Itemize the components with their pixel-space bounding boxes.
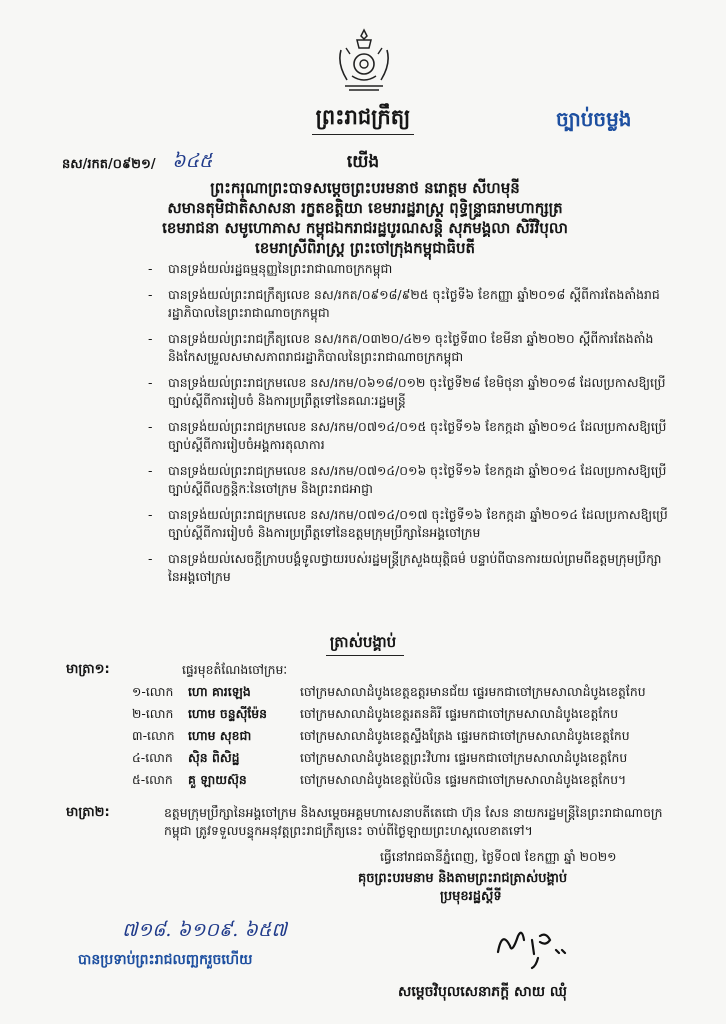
judge-name: ស៊ិន ពិសិដ្ឋ	[188, 750, 240, 765]
king-title-line: ព្រះករុណាព្រះបាទសម្តេចព្រះបរមនាថ នរោត្តម សីហមុនី	[210, 179, 520, 197]
copy-label: ច្បាប់ចម្លង	[556, 107, 632, 131]
authority-line-2: ប្រមុខរដ្ឋស្តីទី	[440, 889, 502, 904]
reference-handwritten: ៦៤៥	[172, 150, 213, 172]
recital-item: - បានទ្រង់យល់ព្រះរាជក្រឹត្យលេខ នស/រកត/០៩១៨/៩២៥ ចុះថ្ងៃទី៦ ខែកញ្ញា ឆ្នាំ២០១៨ ស្តីពីការតែងតាំងរាជរដ្ឋាភិបាលនៃព្រះរាជាណាចក្រកម្ពុជា	[148, 287, 660, 320]
transfer-description: ចៅក្រមសាលាដំបូងខេត្តឧត្តរមានជ័យ ផ្ទេរមកជាចៅក្រមសាលាដំបូងខេត្តកែប	[300, 684, 646, 699]
royal-seal-stamp: បានប្រទាប់ព្រះរាជលញ្ឆករួចហើយ	[78, 952, 253, 968]
yeoung-heading: យើង	[346, 152, 380, 172]
row-number: ៤-លោក	[132, 750, 173, 765]
judge-name: គួ ឡាយស៊ុន	[188, 772, 247, 787]
king-title-line: សមានតុមិជាតិសាសនា រក្ខតខត្តិយា ខេមរារដ្ឋរាស្ត្រ ពុទ្ធិន្ទ្រាធរាមហាក្សត្រ	[167, 199, 563, 217]
document-title: ព្រះរាជក្រឹត្យ	[315, 105, 411, 129]
judge-name: ហោម ចន្ទសុីម៉ែន	[188, 706, 268, 721]
transfer-row	[132, 682, 692, 702]
transfer-description: ចៅក្រមសាលាដំបូងខេត្តស្ទឹងត្រែង ផ្ទេរមកជាចៅក្រមសាលាដំបូងខេត្តកែប	[300, 728, 630, 743]
transfer-row	[132, 704, 692, 724]
title-underline	[312, 134, 414, 135]
king-title-line: ខេមរាស្រីពិរាស្ត្រ ព្រះចៅក្រុងកម្ពុជាធិបតី	[254, 239, 476, 257]
transfer-description: ចៅក្រមសាលាដំបូងខេត្តប៉ៃលិន ផ្ទេរមកជាចៅក្រមសាលាដំបូងខេត្តកែប។	[300, 772, 627, 787]
row-number: ១-លោក	[132, 684, 174, 699]
recitals-list	[148, 260, 668, 594]
article-1-intro: ផ្ទេរមុខតំណែងចៅក្រមៈ	[182, 662, 288, 677]
decree-heading: ត្រាស់បង្គាប់	[329, 633, 397, 651]
king-title-line: ខេមរាជនា សមូហោភាស កម្ពុជឯករាជរដ្ឋបូរណសន្តិ សុភមង្គលា សិរីវិបុលា	[162, 219, 568, 237]
judge-name: ហោ គារឡេង	[188, 684, 251, 699]
recital-item: - បានទ្រង់យល់ព្រះរាជក្រមលេខ នស/រកម/០៧១៤/០១៧ ចុះថ្ងៃទី១៦ ខែកក្កដា ឆ្នាំ២០១៤ ដែលប្រកាសឱ្យប្រើច្បាប់ស្តីពីការរៀបចំ និងការប្រព្រឹត្តទៅនៃឧត្តមក្រុមប្រឹក្សានៃអង្គចៅក្រម	[148, 507, 668, 540]
recital-item: - បានទ្រង់យល់រដ្ឋធម្មនុញ្ញនៃព្រះរាជាណាចក្រកម្ពុជា	[148, 261, 393, 276]
royal-arms-emblem	[333, 28, 395, 94]
transfer-row	[132, 748, 692, 768]
signing-date: ធ្វើនៅរាជធានីភ្នំពេញ, ថ្ងៃទី០៧ ខែកញ្ញា ឆ្នាំ ២០២១	[380, 849, 617, 864]
recital-item: - បានទ្រង់យល់ព្រះរាជក្រមលេខ នស/រកម/០៧១៤/០១៥ ចុះថ្ងៃទី១៦ ខែកក្កដា ឆ្នាំ២០១៤ ដែលប្រកាសឱ្យប្រើច្បាប់ស្តីពីការរៀបចំអង្គការតុលាការ	[148, 419, 667, 452]
recital-item: - បានទ្រង់យល់ព្រះរាជក្រមលេខ នស/រកម/០៦១៨/០១២ ចុះថ្ងៃទី២៨ ខែមិថុនា ឆ្នាំ២០១៨ ដែលប្រកាសឱ្យប្រើច្បាប់ស្តីពីការរៀបចំ និងការប្រព្រឹត្តទៅនៃគណៈរដ្ឋមន្ត្រី	[148, 375, 666, 408]
recital-item: - បានទ្រង់យល់ព្រះរាជក្រមលេខ នស/រកម/០៧១៤/០១៦ ចុះថ្ងៃទី១៦ ខែកក្កដា ឆ្នាំ២០១៤ ដែលប្រកាសឱ្យប្រើច្បាប់ស្តីពីលក្ខន្តិកៈនៃចៅក្រម និងព្រះរាជអាជ្ញា	[148, 463, 667, 496]
reference-number: នស/រកត/០៩២១/	[62, 157, 156, 172]
transfer-row	[132, 770, 692, 790]
row-number: ៣-លោក	[132, 728, 175, 743]
transfer-row	[132, 726, 692, 746]
transfer-description: ចៅក្រមសាលាដំបូងខេត្តរតនគិរី ផ្ទេរមកជាចៅក្រមសាលាដំបូងខេត្តកែប	[300, 706, 619, 721]
signatory-name: សម្តេចវិបុលសេនាភក្តី សាយ ឈុំ	[398, 984, 568, 1000]
signature-mark	[488, 922, 578, 970]
article-1-label: មាត្រា១:	[66, 662, 110, 677]
heading-underline	[326, 655, 404, 656]
authority-line-1: គុចព្រះបរមនាម និងតាមព្រះរាជត្រាស់បង្គាប់	[358, 871, 568, 886]
registration-number-handwritten: ៧១៨. ៦១០៩. ៦៥៧	[122, 919, 287, 941]
row-number: ២-លោក	[132, 706, 174, 721]
recital-item: - បានទ្រង់យល់សេចក្តីក្រាបបង្គំទូលថ្វាយរបស់រដ្ឋមន្ត្រីក្រសួងយុត្តិធម៌ បន្ទាប់ពីបានការយល់ព្រមពីឧត្តមក្រុមប្រឹក្សានៃអង្គចៅក្រម	[148, 551, 662, 584]
article-2-text: ឧត្តមក្រុមប្រឹក្សានៃអង្គចៅក្រម និងសម្តេចអគ្គមហាសេនាបតីតេជោ ហ៊ុន សែន នាយករដ្ឋមន្ត្រីនៃព្រះរាជាណាចក្រកម្ពុជា ត្រូវទទួលបន្ទុកអនុវត្តព្រះរាជក្រឹត្យនេះ ចាប់ពីថ្ងៃឡាយព្រះហស្តលេខាតទៅ។	[164, 805, 663, 838]
article-2-label: មាត្រា២:	[66, 805, 110, 820]
recital-item: - បានទ្រង់យល់ព្រះរាជក្រឹត្យលេខ នស/រកត/០៣២០/៤២១ ចុះថ្ងៃទី៣០ ខែមីនា ឆ្នាំ២០២០ ស្តីពីការតែងតាំង និងកែសម្រួលសមាសភាពរាជរដ្ឋាភិបាលនៃព្រះរាជាណាចក្រកម្ពុជា	[148, 331, 654, 364]
transfer-description: ចៅក្រមសាលាដំបូងខេត្តព្រះវិហារ ផ្ទេរមកជាចៅក្រមសាលាដំបូងខេត្តកែប	[300, 750, 628, 765]
row-number: ៥-លោក	[132, 772, 173, 787]
judge-name: ហោម សុខជា	[188, 728, 252, 743]
